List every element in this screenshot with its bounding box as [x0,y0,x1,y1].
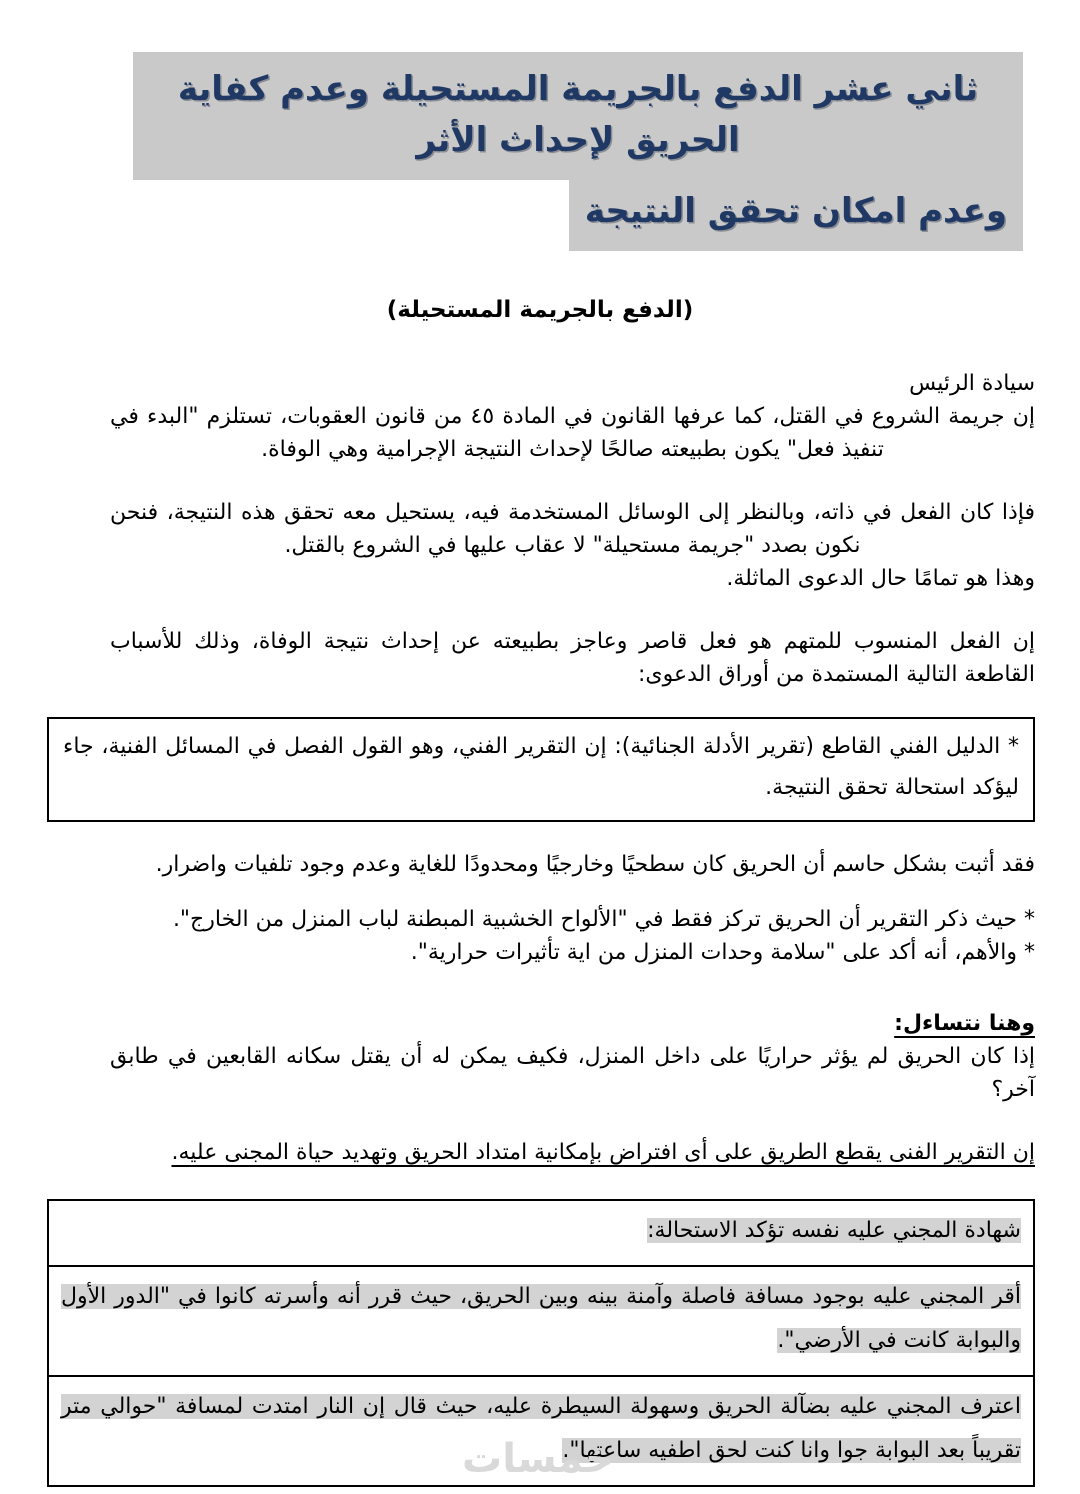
testimony-row-distance [49,1267,1033,1377]
question-heading: وهنا نتساءل: [894,1011,1035,1037]
paragraph-attempt-definition: إن جريمة الشروع في القتل، كما عرفها القانون في المادة ٤٥ من قانون العقوبات، تستلزم "البدء في تنفيذ فعل" يكون بطبيعته صالحًا لإحداث النتيجة الإجرامية وهي الوفاة. [110,404,1035,462]
testimony-row-heading-text: شهادة المجني عليه نفسه تؤكد الاستحالة: [647,1218,1021,1244]
forensic-report-text: * الدليل الفني القاطع (تقرير الأدلة الجنائية): إن التقرير الفني، وهو القول الفصل في المسائل الفنية، جاء ليؤكد استحالة تحقق النتيجة. [63,734,1019,800]
bullet-units-safe: * والأهم، أنه أكد على "سلامة وحدات المنزل من اية تأثيرات حرارية". [410,940,1035,966]
paragraph-impossible-crime: فإذا كان الفعل في ذاته، وبالنظر إلى الوسائل المستخدمة فيه، يستحيل معه تحقق هذه النتيجة، فنحن نكون بصدد "جريمة مستحيلة" لا عقاب عليها في الشروع بالقتل. [110,500,1035,558]
testimony-row-small-fire-text: اعترف المجني عليه بضآلة الحريق وسهولة السيطرة عليه، حيث قال إن النار امتدت لمسافة "حوالي متر تقريباً بعد البوابة جوا وانا كنت لحق اطفيه ساعتها". [61,1394,1021,1464]
section-subtitle: (الدفع بالجريمة المستحيلة) [386,297,694,323]
paragraph-case-at-hand: وهذا هو تمامًا حال الدعوى الماثلة. [726,566,1035,591]
question-text: إذا كان الحريق لم يؤثر حراريًا على داخل المنزل، فكيف يمكن له أن يقتل سكانه القابعين في طابق آخر؟ [110,1044,1035,1103]
khamsat-watermark: خمسات [462,1436,614,1482]
paragraph-fire-superficial: فقد أثبت بشكل حاسم أن الحريق كان سطحيًا وخارجيًا ومحدودًا للغاية وعدم وجود تلفيات واضرار. [155,852,1035,878]
title-line-1: ثاني عشر الدفع بالجريمة المستحيلة وعدم كفاية الحريق لإحداث الأثر [133,52,1023,180]
salutation: سيادة الرئيس [909,371,1035,396]
paragraph-reasons-intro: إن الفعل المنسوب للمتهم هو فعل قاصر وعاجز بطبيعته عن إحداث نتيجة الوفاة، وذلك للأسباب القاطعة التالية المستمدة من أوراق الدعوى: [110,629,1035,687]
testimony-row-distance-text: أقر المجني عليه بوجود مسافة فاصلة وآمنة بينه وبين الحريق، حيث قرر أنه وأسرته كانوا في "الدور الأول والبوابة كانت في الأرضي". [61,1284,1021,1354]
document-title [133,52,1023,251]
underlined-note: إن التقرير الفنى يقطع الطريق على أى افتراض بإمكانية امتداد الحريق وتهديد حياة المجنى عليه. [171,1140,1035,1166]
title-line-2: وعدم امكان تحقق النتيجة [569,180,1023,251]
report-bullets [45,903,1035,969]
forensic-report-box [47,717,1035,822]
bullet-wooden-panels: * حيث ذكر التقرير أن الحريق تركز فقط في "الألواح الخشبية المبطنة لباب المنزل من الخارج". [172,907,1035,933]
testimony-row-heading [49,1201,1033,1267]
document-content [0,52,1080,1494]
